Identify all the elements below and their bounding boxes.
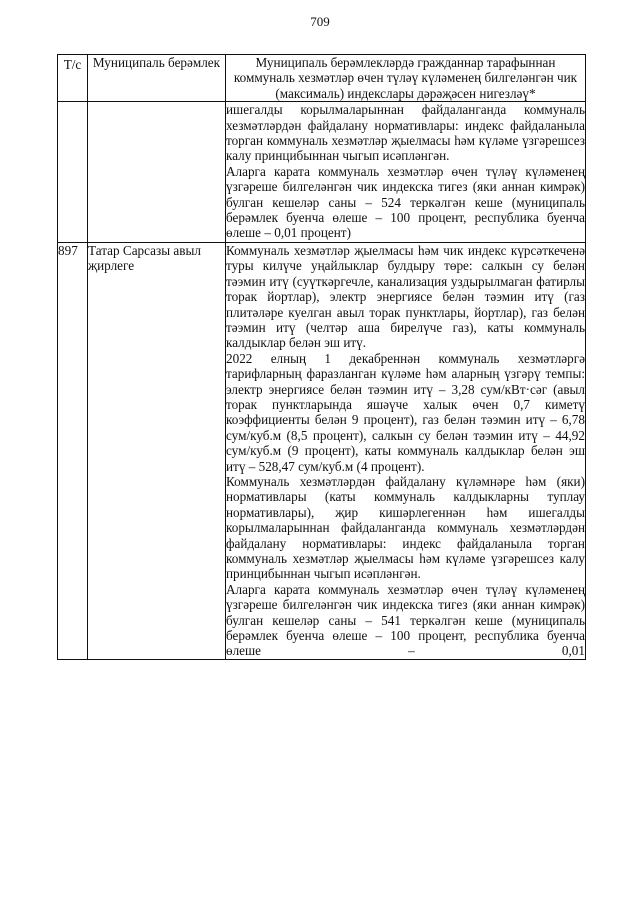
- table-header-row: [58, 55, 586, 102]
- paragraph: ишегалды корылмаларыннан файдаланганда коммуналь хезмәтләрдән файдалану нормативлары: индекс файдаланыла торган коммуналь хезмәтләр җыелмасы һәм күләме үзгәрешсез калу принцибыннан чыгып исәпләнгән.: [226, 102, 585, 164]
- paragraph: 2022 елның 1 декабреннән коммуналь хезмәтләргә тарифларның фаразланган күләме һәм аларның үзгәрү темпы: электр энергиясе белән тәэмин итү – 3,28 сум/кВт·сәг (авыл торак пунктларында яшәүче халык өчен 0,7 киметү коэффициенты белән 9 процент), газ белән тәэмин итү – 6,78 сум/куб.м (8,5 процент), салкын су белән тәэмин итү – 44,92 сум/куб.м (9 процент), каты коммуналь калдыклар белән эш итү – 528,47 сум/куб.м (4 процент).: [226, 350, 585, 474]
- cell-justification: [226, 102, 586, 243]
- header-number: Т/с: [58, 55, 88, 102]
- tariff-table: [57, 54, 586, 660]
- cell-number-empty: [58, 102, 88, 243]
- cell-municipality-empty: [88, 102, 226, 243]
- header-justification: Муниципаль берәмлекләрдә гражданнар тарафыннан коммуналь хезмәтләр өчен түләү күләменең билгеләнгән чик (максималь) индекслары дәрәҗәсен нигезләү*: [226, 55, 586, 102]
- cell-number: 897: [58, 242, 88, 659]
- paragraph: Аларга карата коммуналь хезмәтләр өчен түләү күләменең үзгәреше билгеләнгән чик индекска тигез (яки аннан кимрәк) булган кешеләр саны – 524 теркәлгән кеше (муниципаль берәмлек буенча өлеше – 100 процент, республика буенча өлеше – 0,01 процент): [226, 163, 585, 241]
- table-row-continuation: [58, 102, 586, 243]
- header-municipality: Муниципаль берәмлек: [88, 55, 226, 102]
- page-number: 709: [310, 14, 330, 29]
- paragraph: Аларга карата коммуналь хезмәтләр өчен түләү күләменең үзгәреше билгеләнгән чик индекска тигез (яки аннан кимрәк) булган кешеләр саны – 541 теркәлгән кеше (муниципаль берәмлек буенча өлеше – 100 процент, республика буенча өлеше – 0,01: [226, 581, 585, 659]
- table-row-897: [58, 242, 586, 659]
- paragraph: Коммуналь хезмәтләрдән файдалану күләмнәре һәм (яки) нормативлары (каты коммуналь калдыкларны туплау нормативлары), җир кишәрлегеннән һәм ишегалды корылмаларыннан файдаланганда коммуналь хезмәтләрдән файдалану нормативлары: индекс файдаланыла торган коммуналь хезмәтләр җыелмасы һәм күләме үзгәрешсез калу принцибыннан чыгып исәпләнгән.: [226, 473, 585, 582]
- cell-justification: [226, 242, 586, 659]
- paragraph: Коммуналь хезмәтләр җыелмасы һәм чик индекс күрсәткеченә туры килүче уңайлыклар булдыру төре: салкын су белән тәэмин итү (суүткәргечле, канализация уздырылмаган фатирлы торак йортлар), электр энергиясе белән тәэмин итү (газ плитәләре куелган авыл торак пунктлары, йортлар), газ белән тәэмин итү (челтәр аша бирелүче газ), каты коммуналь калдыклар белән эш итү.: [226, 242, 585, 351]
- cell-municipality: Татар Сарсазы авыл җирлеге: [88, 242, 226, 659]
